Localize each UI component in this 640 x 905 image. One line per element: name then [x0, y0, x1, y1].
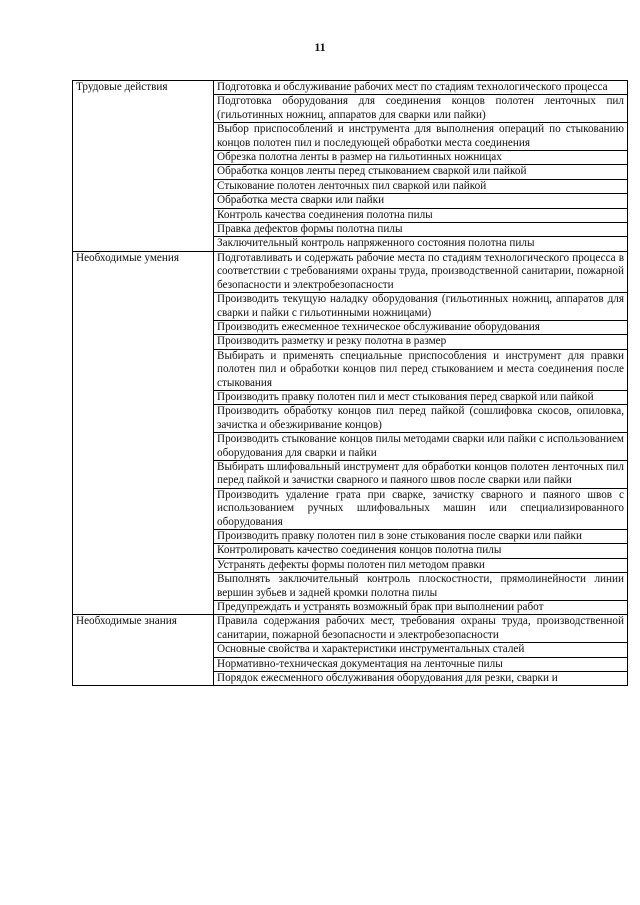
section-item: Предупреждать и устранять возможный брак при выполнении работ: [214, 601, 628, 615]
section-title: Необходимые знания: [73, 615, 214, 686]
section-item: Производить ежесменное техническое обслуживание оборудования: [214, 320, 628, 334]
section-item: Выбирать и применять специальные приспособления и инструмент для правки полотен пил и обработки концов пил перед стыкованием и места соединения после стыкования: [214, 349, 628, 390]
section-item: Производить стыкование концов пилы методами сварки или пайки с использованием оборудования для сварки и пайки: [214, 433, 628, 461]
table-row: [73, 81, 628, 95]
section-item: Правка дефектов формы полотна пилы: [214, 223, 628, 237]
section-item: Порядок ежесменного обслуживания оборудования для резки, сварки и: [214, 672, 628, 686]
section-item: Выбор приспособлений и инструмента для выполнения операций по стыкованию концов полотен пил и последующей обработки места соединения: [214, 123, 628, 151]
section-item: Выбирать шлифовальный инструмент для обработки концов полотен ленточных пил перед пайкой и зачистки сварного и паяного швов после сварки или пайки: [214, 460, 628, 488]
page-number: 11: [314, 40, 326, 54]
section-item: Подготавливать и содержать рабочие места по стадиям технологического процесса в соответствии с требованиями охраны труда, производственной санитарии, пожарной безопасности и электробезопасности: [214, 251, 628, 292]
requirements-table: [72, 80, 628, 686]
section-title: Необходимые умения: [73, 251, 214, 615]
section-item: Устранять дефекты формы полотен пил методом правки: [214, 558, 628, 572]
section-item: Обработка концов ленты перед стыкованием сваркой или пайкой: [214, 165, 628, 179]
section-item: Правила содержания рабочих мест, требования охраны труда, производственной санитарии, пожарной безопасности и электробезопасности: [214, 615, 628, 643]
section-item: Производить текущую наладку оборудования (гильотинных ножниц, аппаратов для сварки и пайки с гильотинными ножницами): [214, 293, 628, 321]
section-item: Основные свойства и характеристики инструментальных сталей: [214, 643, 628, 657]
section-item: Производить правку полотен пил и мест стыкования перед сваркой или пайкой: [214, 390, 628, 404]
section-item: Выполнять заключительный контроль плоскостности, прямолинейности линии вершин зубьев и задней кромки полотна пилы: [214, 573, 628, 601]
table-row: [73, 251, 628, 292]
section-item: Контролировать качество соединения концов полотна пилы: [214, 544, 628, 558]
section-item: Обработка места сварки или пайки: [214, 194, 628, 208]
section-item: Контроль качества соединения полотна пилы: [214, 208, 628, 222]
section-item: Обрезка полотна ленты в размер на гильотинных ножницах: [214, 151, 628, 165]
section-item: Стыкование полотен ленточных пил сваркой или пайкой: [214, 179, 628, 193]
section-item: Производить удаление грата при сварке, зачистку сварного и паяного швов с использованием ручных шлифовальных машин или специализированного оборудования: [214, 488, 628, 529]
section-item: Производить разметку и резку полотна в размер: [214, 335, 628, 349]
section-item: Заключительный контроль напряженного состояния полотна пилы: [214, 237, 628, 251]
section-title: Трудовые действия: [73, 81, 214, 252]
section-item: Подготовка и обслуживание рабочих мест по стадиям технологического процесса: [214, 81, 628, 95]
section-item: Производить правку полотен пил в зоне стыкования после сварки или пайки: [214, 530, 628, 544]
section-item: Производить обработку концов пил перед пайкой (сошлифовка скосов, опиловка, зачистка и обезжиривание концов): [214, 405, 628, 433]
table-row: [73, 615, 628, 643]
section-item: Нормативно-техническая документация на ленточные пилы: [214, 657, 628, 671]
section-item: Подготовка оборудования для соединения концов полотен ленточных пил (гильотинных ножниц, аппаратов для сварки или пайки): [214, 95, 628, 123]
